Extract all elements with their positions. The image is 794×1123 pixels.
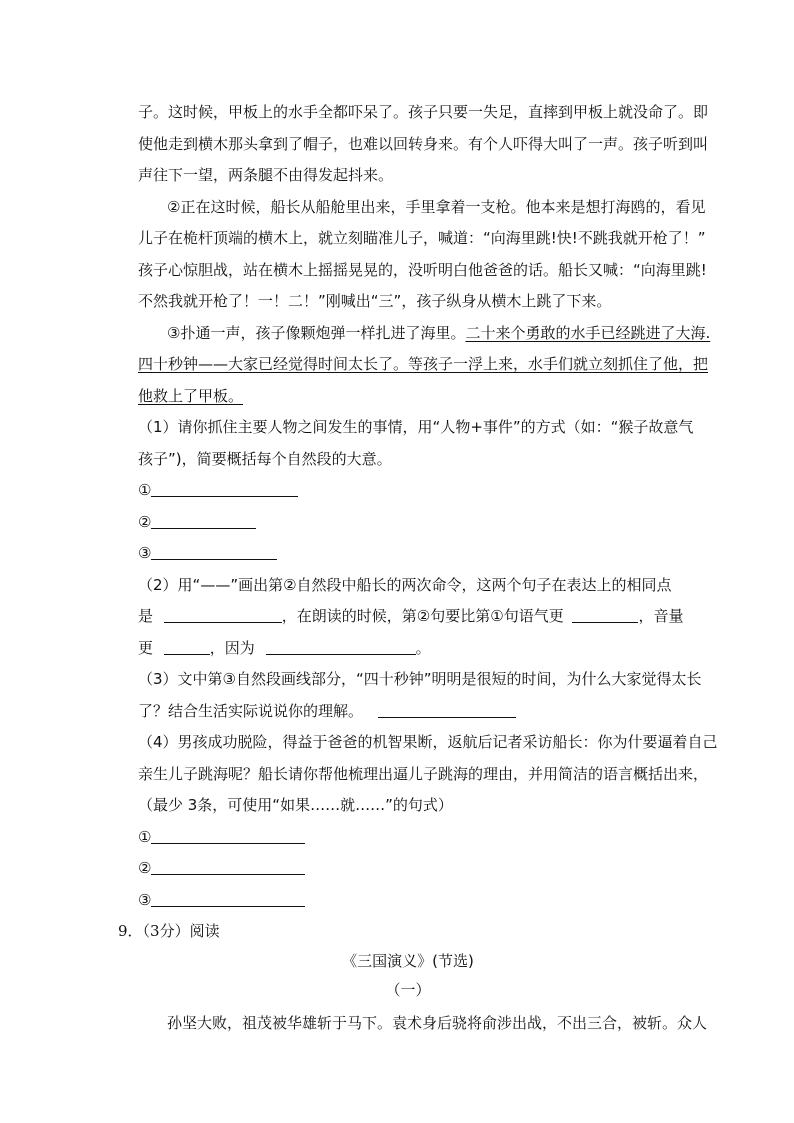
answer-line [138,512,678,532]
answer-marker: ② [138,859,152,877]
question-4-text: （最少 3条，可使用“如果……就……”的句式） [138,796,453,814]
passage-line [167,323,711,343]
passage-line: 使他走到横木那头拿到了帽子，也难以回转身来。有个人吓得大叫了一声。孩子听到叫 [138,135,709,153]
question-2-text [138,606,684,626]
question-2-text: ，因为 [209,639,255,657]
answer-blank[interactable] [151,545,277,560]
question-4-text: 亲生儿子跳海呢？船长请你帮他梳理出逼儿子跳海的理由，并用简洁的语言概括出来， [138,765,709,783]
underlined-passage-line: 他救上了甲板。 [138,387,244,405]
passage-text: ③扑通一声，孩子像颗炮弹一样扎进了海里。 [167,324,466,342]
question-1-text: （1）请你抓住主要人物之间发生的事情，用“人物+事件”的方式（如：“猴子故意气 [138,418,694,436]
section-number: （一） [385,981,431,999]
question-3-text: 了？结合生活实际说说你的理解。 [138,702,364,720]
answer-marker: ① [138,481,152,499]
passage-line: 子。这时候，甲板上的水手全都吓呆了。孩子只要一失足，直摔到甲板上就没命了。即 [138,103,709,121]
answer-blank[interactable] [164,640,210,655]
question-2-text: 。 [415,639,431,657]
question-1-text: 孩子”)，简要概括每个自然段的大意。 [138,450,392,468]
question-2-text: ，音量 [638,607,684,625]
underlined-passage-line: 四十秒钟——大家已经觉得时间太长了。等孩子一浮上来，水手们就立刻抓住了他，把 [138,355,709,373]
question-2-text: （2）用“——”画出第②自然段中船长的两次命令，这两个句子在表达上的相同点 [138,576,672,594]
answer-line [138,543,678,563]
answer-marker: ② [138,513,152,531]
passage-line: 不然我就开枪了！一！二！”刚喊出“三”，孩子纵身从横木上跳了下来。 [138,292,612,310]
question-2-text: 更 [138,639,154,657]
passage-line: ②正在这时候，船长从船舱里出来，手里拿着一支枪。他本来是想打海鸥的，看见 [167,198,706,216]
passage-line: 孩子心惊胆战，站在横木上摇摇晃晃的，没听明白他爸爸的话。船长又喊：“向海里跳! [138,261,707,279]
answer-blank[interactable] [151,482,298,497]
question-4-text: （4）男孩成功脱险，得益于爸爸的机智果断，返航后记者采访船长：你为什要逼着自己 [138,733,718,751]
answer-blank[interactable] [151,514,256,529]
answer-marker: ① [138,828,152,846]
reading-title: 《三国演义》(节选) [342,952,474,970]
answer-line [138,480,678,500]
answer-blank[interactable] [151,892,305,907]
answer-marker: ③ [138,891,152,909]
question-2-text: 是 [138,607,154,625]
question-3-text [138,701,678,721]
answer-blank[interactable] [378,703,516,718]
underlined-text: 二十来个勇敢的水手已经跳进了大海. [465,324,711,342]
question-2-text [138,638,678,658]
answer-blank[interactable] [151,860,305,875]
answer-marker: ③ [138,544,152,562]
passage-line: 儿子在桅杆顶端的横木上，就立刻瞄准儿子，喊道：“向海里跳!快!不跳我就开枪了！” [138,229,706,247]
answer-line [138,858,678,878]
answer-blank[interactable] [164,608,282,623]
answer-line [138,827,678,847]
answer-blank[interactable] [266,640,416,655]
answer-line [138,890,678,910]
question-3-text: （3）文中第③自然段画线部分，“四十秒钟”明明是很短的时间，为什么大家觉得太长 [138,670,702,688]
question-2-text: ，在朗读的时候，第②句要比第①句语气更 [281,607,564,625]
passage-line: 孙坚大败，祖茂被华雄斩于马下。袁术身后骁将俞涉出战，不出三合，被斩。众人 [167,1014,708,1032]
answer-blank[interactable] [151,829,305,844]
passage-line: 声往下一望，两条腿不由得发起抖来。 [138,166,394,184]
answer-blank[interactable] [572,608,638,623]
question-9-header: 9．（3分）阅读 [118,922,220,940]
